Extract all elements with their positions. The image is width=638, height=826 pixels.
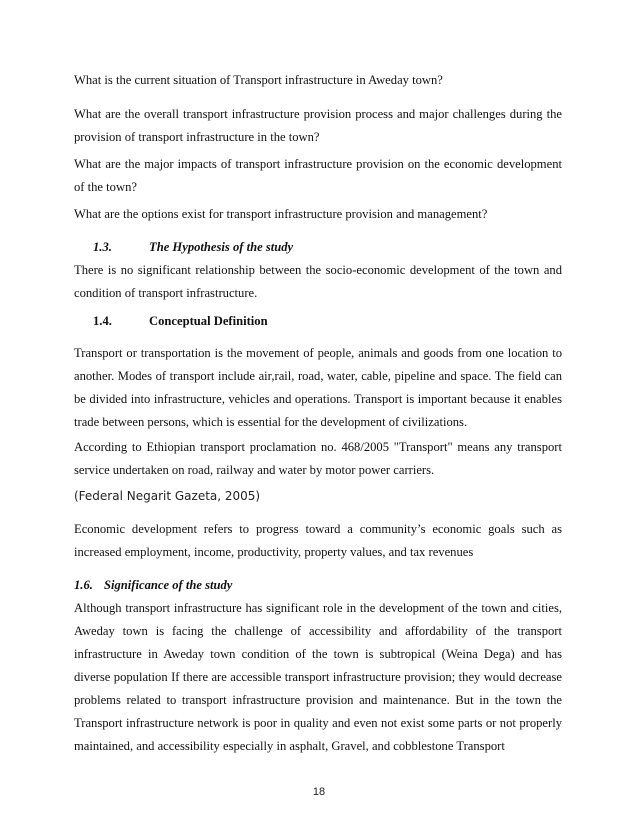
proclamation-paragraph: According to Ethiopian transport proclamation no. 468/2005 "Transport" means any transport service undertaken on road, railway and water by motor power carriers. <box>74 440 562 477</box>
heading-hypothesis-number: 1.3. <box>93 240 112 254</box>
heading-significance-title: Significance of the study <box>104 578 233 592</box>
heading-significance-number: 1.6. <box>74 578 93 592</box>
significance-body: Although transport infrastructure has significant role in the development of the town and cities, Aweday town is facing the challenge of accessibility and affordability of the transport infrastructure in Aweday town condition of the town is subtropical (Weina Dega) and has diverse population If there are accessible transport infrastructure provision; they would decrease problems related to transport infrastructure provision and maintenance. But in the town the Transport infrastructure network is poor in quality and even not exist some parts or not properly maintained, and accessibility especially in asphalt, Gravel, and cobblestone Transport <box>74 601 562 753</box>
research-question-1: What is the current situation of Transport infrastructure in Aweday town? <box>74 73 443 87</box>
page-number: 18 <box>312 786 326 798</box>
heading-conceptual-number: 1.4. <box>93 314 112 328</box>
heading-conceptual-title: Conceptual Definition <box>149 314 268 328</box>
citation: (Federal Negarit Gazeta, 2005) <box>74 489 261 503</box>
research-question-4: What are the options exist for transport infrastructure provision and management? <box>74 207 488 221</box>
transport-definition-paragraph: Transport or transportation is the movement of people, animals and goods from one location to another. Modes of transport include air,rail, road, water, cable, pipeline and space. The field can be divided into infrastructure, vehicles and operations. Transport is important because it enables trade between persons, which is essential for the development of civilizations. <box>74 346 562 429</box>
economic-development-definition: Economic development refers to progress toward a community’s economic goals such as increased employment, income, productivity, property values, and tax revenues <box>74 522 562 559</box>
hypothesis-body: There is no significant relationship between the socio-economic development of the town and condition of transport infrastructure. <box>74 263 562 300</box>
heading-hypothesis-title: The Hypothesis of the study <box>149 240 294 254</box>
research-question-2: What are the overall transport infrastructure provision process and major challenges during the provision of transport infrastructure in the town? <box>74 107 562 144</box>
research-question-3: What are the major impacts of transport infrastructure provision on the economic development of the town? <box>74 157 562 194</box>
